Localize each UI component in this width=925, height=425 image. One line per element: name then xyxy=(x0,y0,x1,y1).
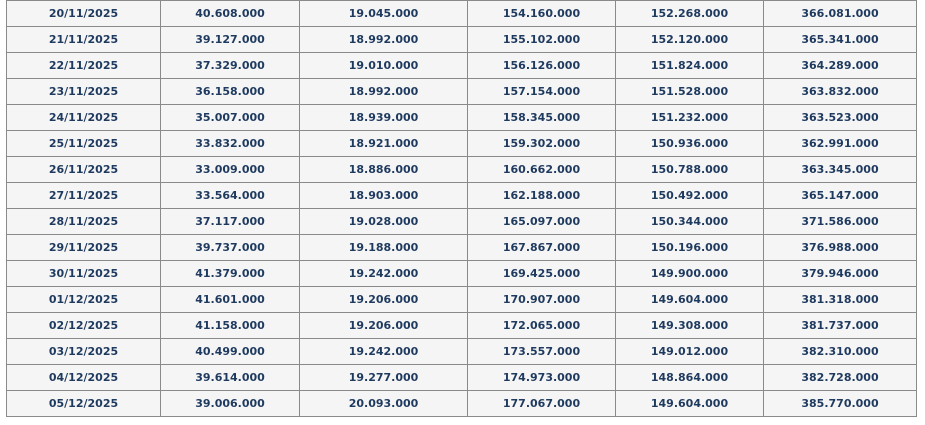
value-cell-5: 371.586.000 xyxy=(764,209,917,235)
value-cell-1: 41.158.000 xyxy=(161,313,300,339)
table-row xyxy=(7,183,917,209)
value-cell-4: 151.824.000 xyxy=(616,53,764,79)
value-cell-3: 174.973.000 xyxy=(468,365,616,391)
date-cell: 21/11/2025 xyxy=(7,27,161,53)
date-cell: 29/11/2025 xyxy=(7,235,161,261)
value-cell-4: 151.232.000 xyxy=(616,105,764,131)
value-cell-4: 149.604.000 xyxy=(616,391,764,417)
value-cell-3: 162.188.000 xyxy=(468,183,616,209)
value-cell-5: 365.341.000 xyxy=(764,27,917,53)
value-cell-3: 155.102.000 xyxy=(468,27,616,53)
value-cell-2: 20.093.000 xyxy=(300,391,468,417)
table-row xyxy=(7,391,917,417)
data-table xyxy=(6,0,917,417)
value-cell-4: 152.268.000 xyxy=(616,1,764,27)
value-cell-5: 363.523.000 xyxy=(764,105,917,131)
table-row xyxy=(7,235,917,261)
value-cell-4: 149.012.000 xyxy=(616,339,764,365)
value-cell-4: 150.196.000 xyxy=(616,235,764,261)
table-row xyxy=(7,339,917,365)
value-cell-5: 363.832.000 xyxy=(764,79,917,105)
table-row xyxy=(7,209,917,235)
value-cell-2: 18.992.000 xyxy=(300,27,468,53)
table-row xyxy=(7,105,917,131)
date-cell: 30/11/2025 xyxy=(7,261,161,287)
value-cell-3: 173.557.000 xyxy=(468,339,616,365)
value-cell-2: 19.206.000 xyxy=(300,313,468,339)
date-cell: 05/12/2025 xyxy=(7,391,161,417)
value-cell-2: 19.242.000 xyxy=(300,339,468,365)
value-cell-4: 150.492.000 xyxy=(616,183,764,209)
value-cell-3: 158.345.000 xyxy=(468,105,616,131)
value-cell-1: 41.379.000 xyxy=(161,261,300,287)
value-cell-4: 150.936.000 xyxy=(616,131,764,157)
value-cell-2: 18.886.000 xyxy=(300,157,468,183)
value-cell-1: 33.832.000 xyxy=(161,131,300,157)
date-cell: 22/11/2025 xyxy=(7,53,161,79)
value-cell-1: 39.614.000 xyxy=(161,365,300,391)
table-row xyxy=(7,53,917,79)
date-cell: 02/12/2025 xyxy=(7,313,161,339)
value-cell-3: 177.067.000 xyxy=(468,391,616,417)
value-cell-4: 148.864.000 xyxy=(616,365,764,391)
value-cell-4: 150.344.000 xyxy=(616,209,764,235)
value-cell-5: 379.946.000 xyxy=(764,261,917,287)
value-cell-5: 382.310.000 xyxy=(764,339,917,365)
table-row xyxy=(7,1,917,27)
value-cell-2: 19.188.000 xyxy=(300,235,468,261)
value-cell-4: 149.308.000 xyxy=(616,313,764,339)
value-cell-2: 18.992.000 xyxy=(300,79,468,105)
value-cell-3: 170.907.000 xyxy=(468,287,616,313)
date-cell: 25/11/2025 xyxy=(7,131,161,157)
date-cell: 27/11/2025 xyxy=(7,183,161,209)
value-cell-4: 149.900.000 xyxy=(616,261,764,287)
value-cell-5: 381.318.000 xyxy=(764,287,917,313)
value-cell-3: 156.126.000 xyxy=(468,53,616,79)
date-cell: 23/11/2025 xyxy=(7,79,161,105)
table-row xyxy=(7,27,917,53)
value-cell-1: 35.007.000 xyxy=(161,105,300,131)
value-cell-1: 41.601.000 xyxy=(161,287,300,313)
value-cell-5: 365.147.000 xyxy=(764,183,917,209)
value-cell-1: 33.009.000 xyxy=(161,157,300,183)
value-cell-2: 19.277.000 xyxy=(300,365,468,391)
value-cell-1: 37.117.000 xyxy=(161,209,300,235)
value-cell-2: 19.010.000 xyxy=(300,53,468,79)
value-cell-5: 366.081.000 xyxy=(764,1,917,27)
table-row xyxy=(7,131,917,157)
value-cell-3: 167.867.000 xyxy=(468,235,616,261)
value-cell-5: 363.345.000 xyxy=(764,157,917,183)
date-cell: 04/12/2025 xyxy=(7,365,161,391)
date-cell: 24/11/2025 xyxy=(7,105,161,131)
value-cell-3: 160.662.000 xyxy=(468,157,616,183)
value-cell-1: 40.499.000 xyxy=(161,339,300,365)
date-cell: 20/11/2025 xyxy=(7,1,161,27)
value-cell-2: 19.242.000 xyxy=(300,261,468,287)
value-cell-3: 154.160.000 xyxy=(468,1,616,27)
value-cell-2: 18.939.000 xyxy=(300,105,468,131)
value-cell-4: 152.120.000 xyxy=(616,27,764,53)
table-row xyxy=(7,365,917,391)
value-cell-2: 19.028.000 xyxy=(300,209,468,235)
table-body xyxy=(7,1,917,417)
value-cell-2: 18.903.000 xyxy=(300,183,468,209)
value-cell-1: 36.158.000 xyxy=(161,79,300,105)
value-cell-1: 37.329.000 xyxy=(161,53,300,79)
value-cell-1: 40.608.000 xyxy=(161,1,300,27)
value-cell-1: 39.737.000 xyxy=(161,235,300,261)
value-cell-5: 381.737.000 xyxy=(764,313,917,339)
date-cell: 28/11/2025 xyxy=(7,209,161,235)
table-row xyxy=(7,287,917,313)
value-cell-4: 151.528.000 xyxy=(616,79,764,105)
table-row xyxy=(7,261,917,287)
value-cell-2: 19.045.000 xyxy=(300,1,468,27)
value-cell-4: 150.788.000 xyxy=(616,157,764,183)
date-cell: 26/11/2025 xyxy=(7,157,161,183)
value-cell-5: 364.289.000 xyxy=(764,53,917,79)
value-cell-3: 157.154.000 xyxy=(468,79,616,105)
value-cell-1: 39.006.000 xyxy=(161,391,300,417)
table-row xyxy=(7,313,917,339)
value-cell-1: 33.564.000 xyxy=(161,183,300,209)
value-cell-5: 362.991.000 xyxy=(764,131,917,157)
value-cell-5: 376.988.000 xyxy=(764,235,917,261)
value-cell-4: 149.604.000 xyxy=(616,287,764,313)
table-row xyxy=(7,79,917,105)
value-cell-3: 165.097.000 xyxy=(468,209,616,235)
value-cell-3: 159.302.000 xyxy=(468,131,616,157)
value-cell-5: 385.770.000 xyxy=(764,391,917,417)
value-cell-3: 169.425.000 xyxy=(468,261,616,287)
value-cell-2: 18.921.000 xyxy=(300,131,468,157)
table-row xyxy=(7,157,917,183)
date-cell: 03/12/2025 xyxy=(7,339,161,365)
data-table-container xyxy=(6,0,916,417)
value-cell-1: 39.127.000 xyxy=(161,27,300,53)
value-cell-2: 19.206.000 xyxy=(300,287,468,313)
value-cell-3: 172.065.000 xyxy=(468,313,616,339)
value-cell-5: 382.728.000 xyxy=(764,365,917,391)
date-cell: 01/12/2025 xyxy=(7,287,161,313)
